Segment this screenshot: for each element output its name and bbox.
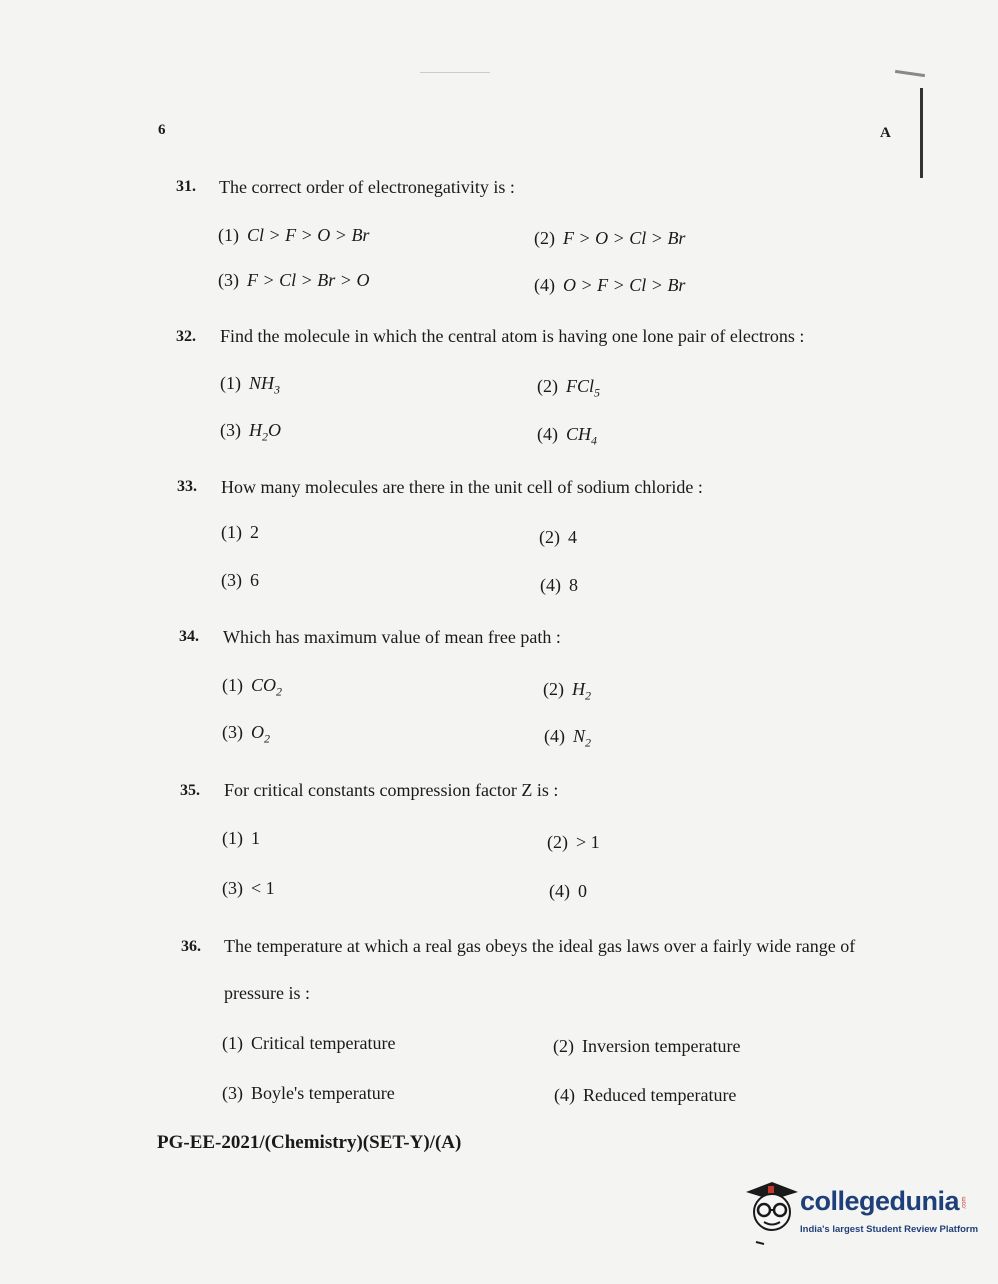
question-text: For critical constants compression factor Z is :: [224, 780, 559, 800]
option-1: (1) $NH_3$: [220, 373, 281, 397]
question-number: 34.: [179, 628, 199, 645]
option-2: (2) 4: [539, 527, 577, 547]
option-4: (4) 8: [540, 575, 578, 595]
paper-code: PG-EE-2021/(Chemistry)(SET-Y)/(A): [157, 1132, 462, 1153]
option-1: (1) 2: [221, 522, 259, 542]
option-4: (4) O > F > Cl > Br: [534, 275, 686, 295]
option-2: (2) $H_2$: [543, 679, 591, 703]
option-1: (1) $CO_2$: [222, 675, 283, 699]
question-number: 33.: [177, 478, 197, 495]
question-text-line-1: The temperature at which a real gas obeys the ideal gas laws over a fairly wide range of: [224, 936, 856, 956]
option-1: (1) Critical temperature: [222, 1033, 396, 1053]
question-text-line-2: pressure is :: [224, 983, 310, 1003]
option-3: (3) $H_2O$: [220, 420, 281, 444]
scan-edge-line: [920, 88, 923, 178]
option-2: (2) > 1: [547, 832, 600, 852]
scan-edge-mark: [895, 70, 925, 77]
option-2: (2) FCl$_5$: [537, 376, 601, 400]
question-text: The correct order of electronegativity is :: [219, 177, 515, 197]
question-number: 31.: [176, 178, 196, 195]
question-text: Find the molecule in which the central atom is having one lone pair of electrons :: [220, 326, 805, 346]
question-number: 35.: [180, 782, 200, 799]
question-number: 32.: [176, 328, 196, 345]
option-3: (3) < 1: [222, 878, 275, 898]
question-number: 36.: [181, 938, 201, 955]
option-4: (4) Reduced temperature: [554, 1085, 737, 1105]
option-2: (2) F > O > Cl > Br: [534, 228, 686, 248]
option-1: (1) Cl > F > O > Br: [218, 225, 370, 245]
option-1: (1) 1: [222, 828, 260, 848]
option-4: (4) 0: [549, 881, 587, 901]
question-text: How many molecules are there in the unit cell of sodium chloride :: [221, 477, 703, 497]
option-3: (3) 6: [221, 570, 259, 590]
brand-tagline: India's largest Student Review Platform: [800, 1224, 979, 1235]
option-4: (4) $N_2$: [544, 726, 592, 750]
brand-domain: .com: [961, 1196, 968, 1210]
option-3: (3) $O_2$: [222, 722, 270, 746]
option-3: (3) F > Cl > Br > O: [218, 270, 370, 290]
option-3: (3) Boyle's temperature: [222, 1083, 395, 1103]
option-2: (2) Inversion temperature: [553, 1036, 741, 1056]
brand-name: collegedunia: [800, 1186, 960, 1216]
option-4: (4) $CH_4$: [537, 424, 598, 448]
scan-faint-mark: [420, 72, 490, 73]
page-number: 6: [158, 122, 166, 138]
question-text: Which has maximum value of mean free path :: [223, 627, 561, 647]
set-letter: A: [880, 125, 891, 141]
mascot-icon: [742, 1178, 802, 1248]
